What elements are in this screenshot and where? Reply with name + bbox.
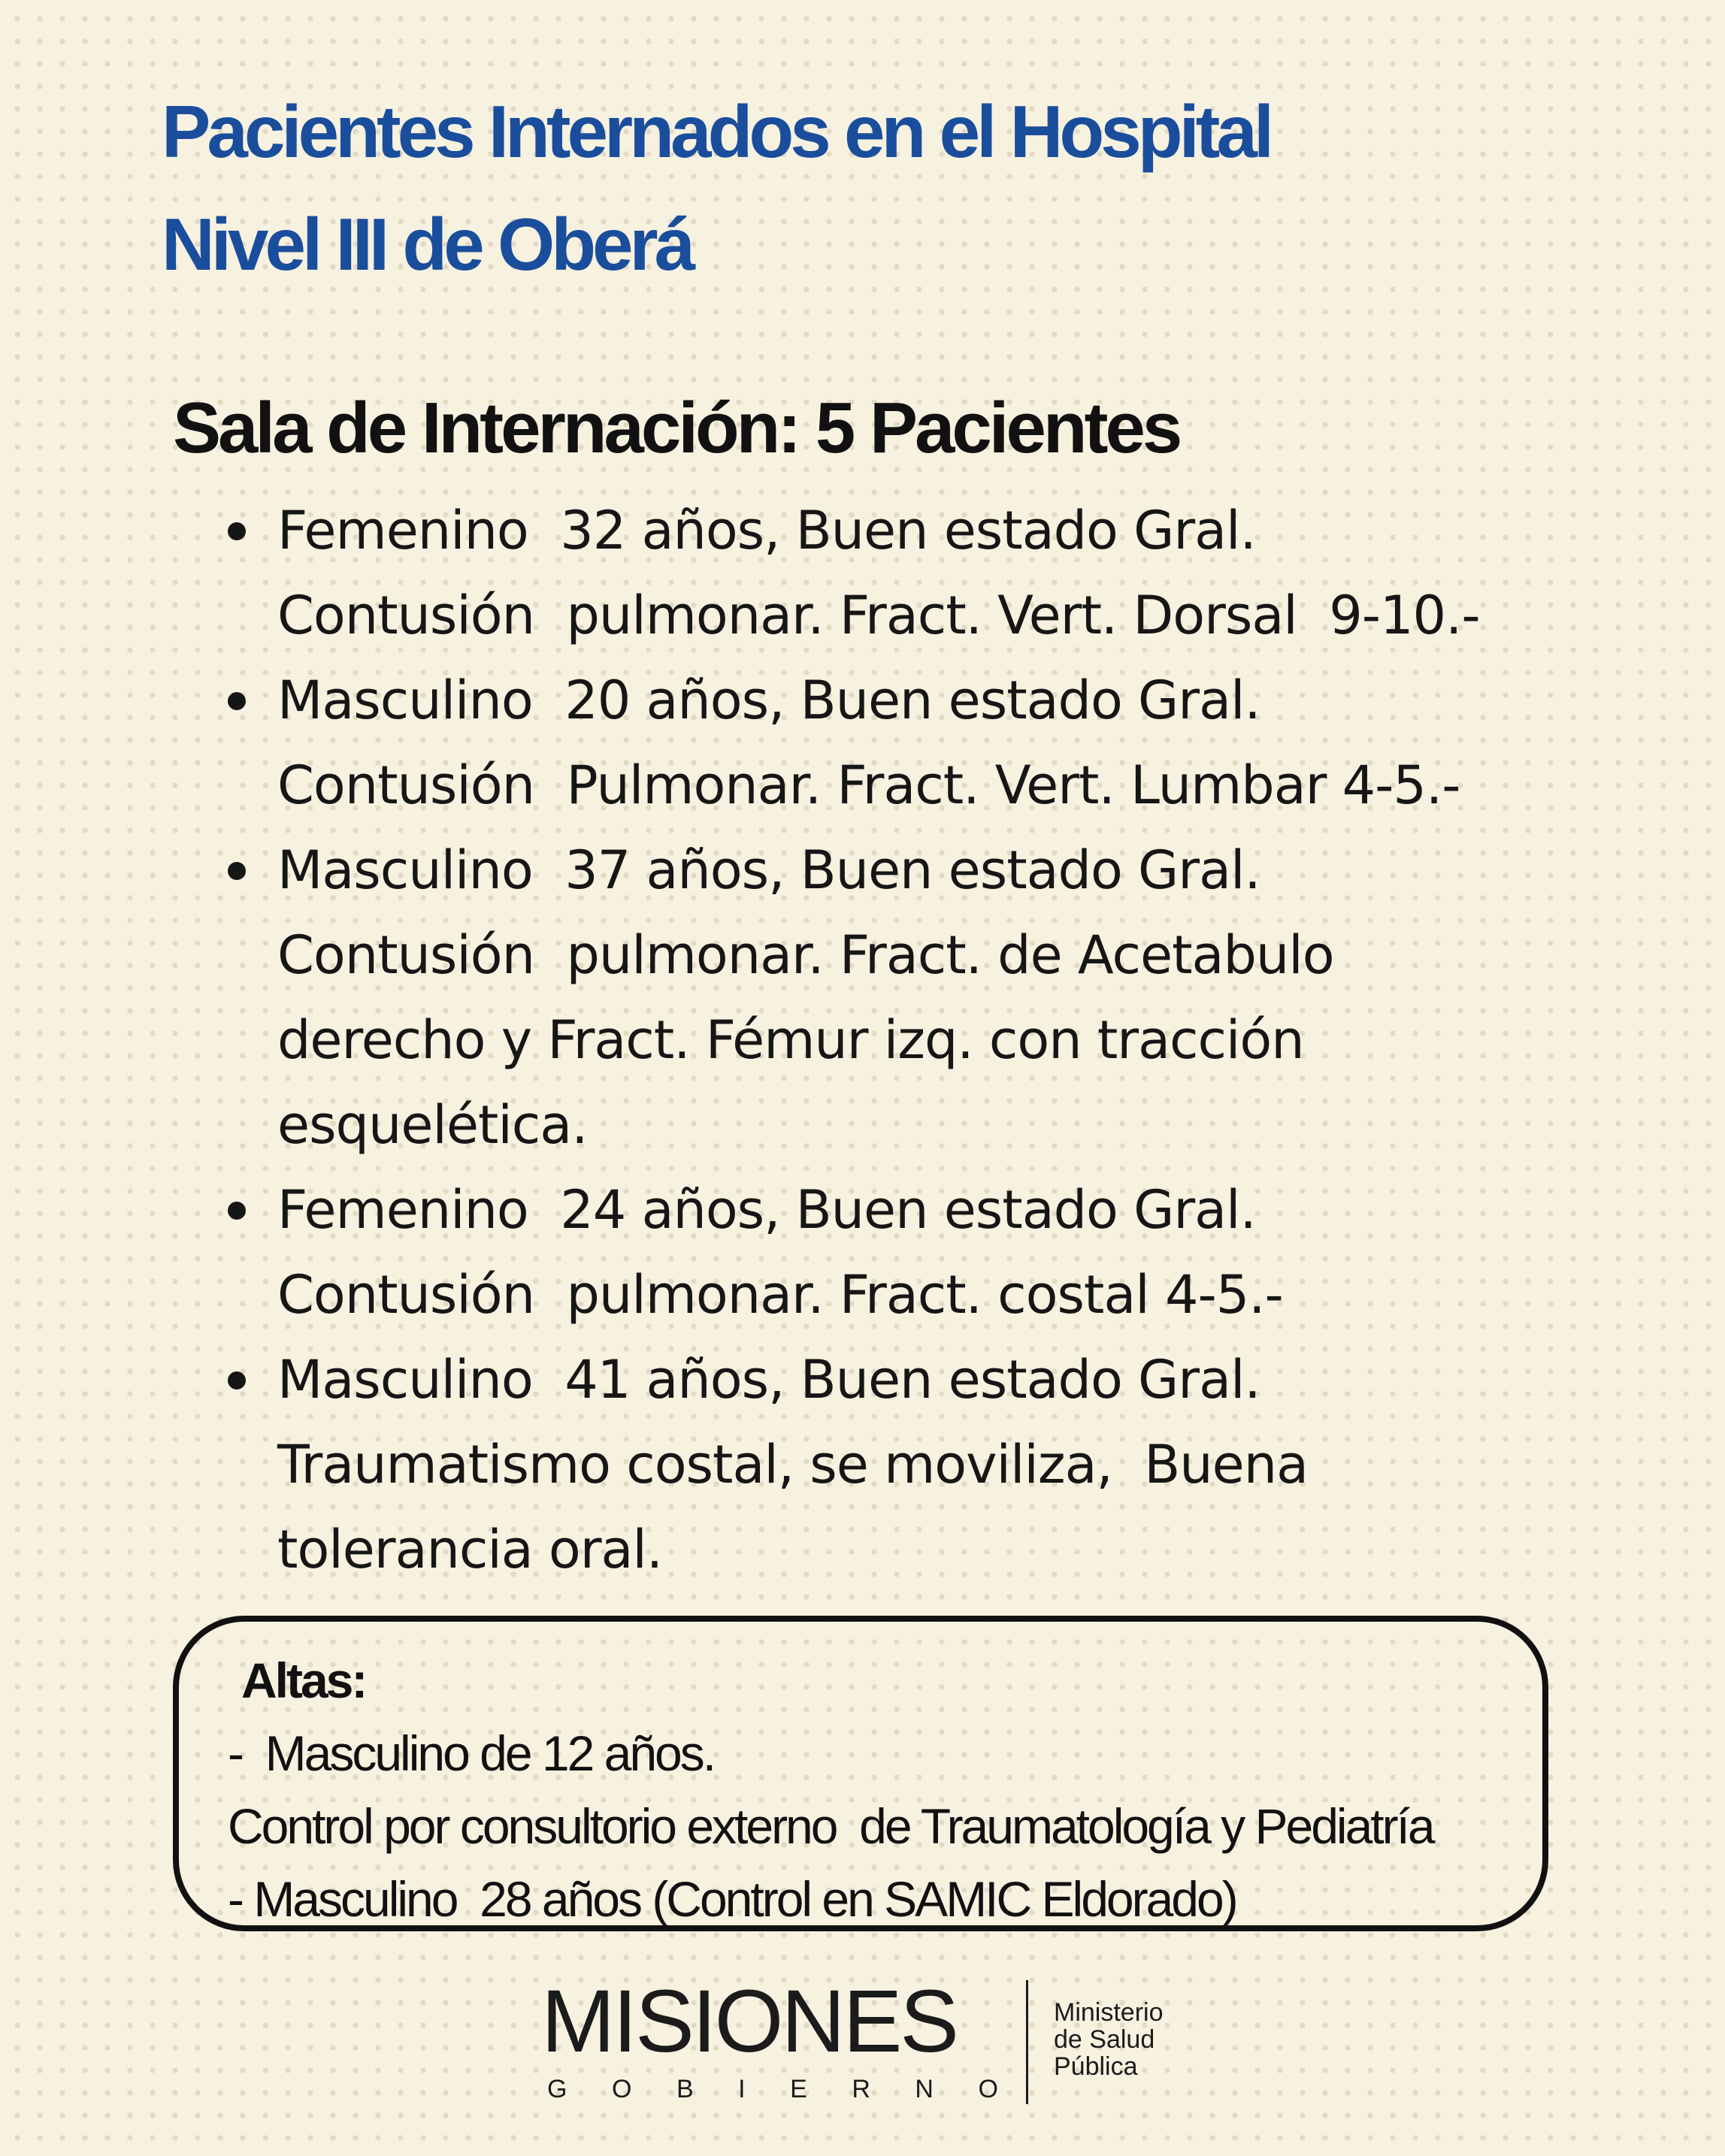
patient-line: Contusión pulmonar. Fract. Vert. Dorsal 9-10.-	[277, 585, 1480, 646]
wordmark-letter: R	[852, 2075, 870, 2103]
footer-divider	[1026, 1980, 1028, 2104]
ministry-label	[1054, 1999, 1163, 2080]
patient-line: derecho y Fract. Fémur izq. con tracción	[277, 1009, 1304, 1071]
title-line: Nivel III de Oberá	[162, 203, 692, 286]
altas-line: - Masculino 28 años (Control en SAMIC Eldorado)	[228, 1871, 1236, 1927]
misiones-logo: MISIONES	[541, 1972, 957, 2071]
patient-line: tolerancia oral.	[277, 1519, 663, 1580]
patient-line: Femenino 24 años, Buen estado Gral.	[277, 1179, 1256, 1241]
patient-line: Traumatismo costal, se moviliza, Buena	[277, 1434, 1308, 1495]
ministry-line: de Salud	[1054, 2025, 1155, 2054]
page-title	[162, 75, 1627, 301]
patient-line: Masculino 20 años, Buen estado Gral.	[277, 670, 1260, 731]
altas-box	[173, 1616, 1548, 1931]
list-item	[225, 658, 1654, 828]
altas-line: Control por consultorio externo de Traumatología y Pediatría	[228, 1798, 1433, 1854]
wordmark-letter: O	[978, 2075, 998, 2103]
patient-line: Masculino 37 años, Buen estado Gral.	[277, 839, 1260, 901]
patient-line: Contusión Pulmonar. Fract. Vert. Lumbar 4-5.-	[277, 754, 1460, 816]
wordmark-letter: I	[738, 2075, 746, 2103]
wordmark-letter: B	[676, 2075, 694, 2103]
ministry-line: Pública	[1054, 2052, 1138, 2081]
list-item	[225, 1168, 1654, 1338]
wordmark-letter: E	[790, 2075, 807, 2103]
title-line: Pacientes Internados en el Hospital	[162, 90, 1271, 173]
footer-logo	[541, 1972, 1218, 2112]
patient-line: Masculino 41 años, Buen estado Gral.	[277, 1349, 1260, 1411]
wordmark-letter: N	[915, 2075, 934, 2103]
list-item	[225, 828, 1654, 1168]
wordmark-letter: O	[611, 2075, 632, 2103]
gobierno-wordmark	[547, 2074, 998, 2104]
altas-title: Altas:	[241, 1653, 366, 1708]
patient-line: esquelética.	[277, 1094, 588, 1156]
patient-line: Contusión pulmonar. Fract. costal 4-5.-	[277, 1264, 1283, 1326]
patient-line: Contusión pulmonar. Fract. de Acetabulo	[277, 924, 1334, 986]
patient-line: Femenino 32 años, Buen estado Gral.	[277, 500, 1256, 561]
wordmark-letter: G	[547, 2075, 567, 2103]
sala-heading: Sala de Internación: 5 Pacientes	[173, 388, 1180, 468]
list-item	[225, 488, 1654, 658]
list-item	[225, 1338, 1654, 1592]
ministry-line: Ministerio	[1054, 1998, 1164, 2027]
patient-list	[225, 488, 1654, 1592]
altas-line: - Masculino de 12 años.	[228, 1725, 715, 1781]
